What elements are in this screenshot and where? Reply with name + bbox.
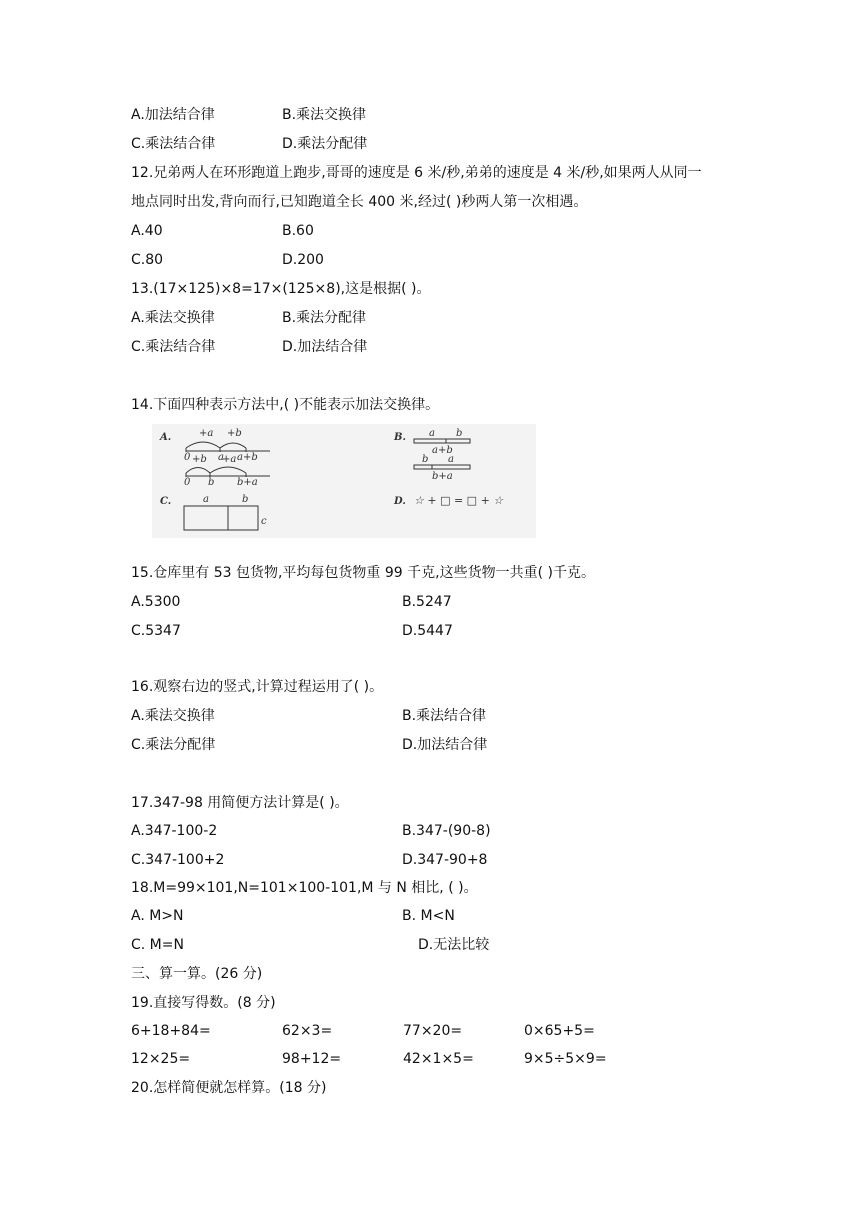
fig-label-b: B. — [394, 432, 406, 443]
q15-option-a: A.5300 — [131, 594, 181, 610]
fig-b-tick1: b — [208, 477, 215, 488]
q18-option-c: C. M=N — [131, 937, 184, 953]
q12-option-b: B.60 — [282, 223, 314, 239]
q18-stem: 18.M=99×101,N=101×100-101,M 与 N 相比, ( )。 — [131, 880, 478, 896]
q13-stem: 13.(17×125)×8=17×(125×8),这是根据( )。 — [131, 281, 431, 297]
q12-stem-line2: 地点同时出发,背向而行,已知跑道全长 400 米,经过( )秒两人第一次相遇。 — [131, 194, 588, 210]
q17-stem: 17.347-98 用简便方法计算是( )。 — [131, 795, 349, 811]
fig-label-c: C. — [160, 496, 172, 507]
q16-option-a: A.乘法交换律 — [131, 708, 215, 724]
fig-c-a: a — [203, 494, 209, 505]
fig-b-zero: 0 — [184, 477, 191, 488]
q17-option-b: B.347-(90-8) — [402, 823, 491, 839]
q13-option-a: A.乘法交换律 — [131, 310, 215, 326]
q15-option-c: C.5347 — [131, 623, 181, 639]
fig-bb-b-top: b — [456, 428, 463, 439]
q14-stem: 14.下面四种表示方法中,( )不能表示加法交换律。 — [131, 397, 440, 413]
q15-stem: 15.仓库里有 53 包货物,平均每包货物重 99 千克,这些货物一共重( )千克。 — [131, 565, 595, 581]
fig-a-plus-b: +b — [227, 428, 242, 439]
q19-item-2: 62×3= — [282, 1023, 333, 1039]
fig-label-d: D. — [394, 496, 406, 507]
q12-stem-line1: 12.兄弟两人在环形跑道上跑步,哥哥的速度是 6 米/秒,弟弟的速度是 4 米/秒,如果两人从同一 — [131, 165, 702, 181]
section3-title: 三、算一算。(26 分) — [131, 966, 263, 982]
q16-stem: 16.观察右边的竖式,计算过程运用了( )。 — [131, 679, 384, 695]
q19-item-5: 12×25= — [131, 1051, 191, 1067]
q19-item-3: 77×20= — [403, 1023, 463, 1039]
q13-option-b: B.乘法分配律 — [282, 310, 367, 326]
q19-item-1: 6+18+84= — [131, 1023, 211, 1039]
q13-option-d: D.加法结合律 — [282, 339, 368, 355]
q11-option-a: A.加法结合律 — [131, 107, 215, 123]
fig-c-b: b — [242, 494, 249, 505]
q16-option-b: B.乘法结合律 — [402, 708, 487, 724]
q19-item-8: 9×5÷5×9= — [524, 1051, 607, 1067]
q13-option-c: C.乘法结合律 — [131, 339, 216, 355]
fig-b-tick2: b+a — [237, 477, 258, 488]
q12-option-a: A.40 — [131, 223, 163, 239]
fig-c-c: c — [261, 516, 267, 527]
q12-option-c: C.80 — [131, 252, 164, 268]
fig-d-formula: ☆ + □ = □ + ☆ — [414, 494, 504, 507]
q19-item-6: 98+12= — [282, 1051, 342, 1067]
q16-option-d: D.加法结合律 — [402, 737, 488, 753]
fig-b-plus-a: +a — [222, 454, 237, 465]
fig-a-plus-a: +a — [199, 428, 214, 439]
q18-option-b: B. M<N — [402, 908, 455, 924]
fig-bb-a-bot: a — [448, 454, 454, 465]
q15-option-b: B.5247 — [402, 594, 452, 610]
fig-bb-sum-top: a+b — [432, 445, 453, 456]
fig-bb-sum-bot: b+a — [432, 471, 453, 482]
q15-option-d: D.5447 — [402, 623, 453, 639]
fig-label-a: A. — [160, 432, 172, 443]
fig-bb-a-top: a — [429, 428, 435, 439]
fig-a-tick2: a+b — [237, 452, 258, 463]
fig-a-zero: 0 — [184, 452, 191, 463]
q17-option-a: A.347-100-2 — [131, 823, 218, 839]
q19-item-7: 42×1×5= — [403, 1051, 474, 1067]
q19-item-4: 0×65+5= — [524, 1023, 595, 1039]
q17-option-c: C.347-100+2 — [131, 852, 225, 868]
q14-figure — [152, 424, 536, 538]
q20-stem: 20.怎样简便就怎样算。(18 分) — [131, 1080, 327, 1096]
q16-option-c: C.乘法分配律 — [131, 737, 216, 753]
q19-stem: 19.直接写得数。(8 分) — [131, 995, 276, 1011]
fig-b-plus-b: +b — [192, 454, 207, 465]
q11-option-b: B.乘法交换律 — [282, 107, 367, 123]
q18-option-d: D.无法比较 — [418, 937, 490, 953]
q12-option-d: D.200 — [282, 252, 324, 268]
fig-bb-b-bot: b — [422, 454, 429, 465]
q11-option-d: D.乘法分配律 — [282, 136, 368, 152]
q17-option-d: D.347-90+8 — [402, 852, 488, 868]
fig-a-tick1: a — [218, 452, 224, 463]
q11-option-c: C.乘法结合律 — [131, 136, 216, 152]
q18-option-a: A. M>N — [131, 908, 184, 924]
